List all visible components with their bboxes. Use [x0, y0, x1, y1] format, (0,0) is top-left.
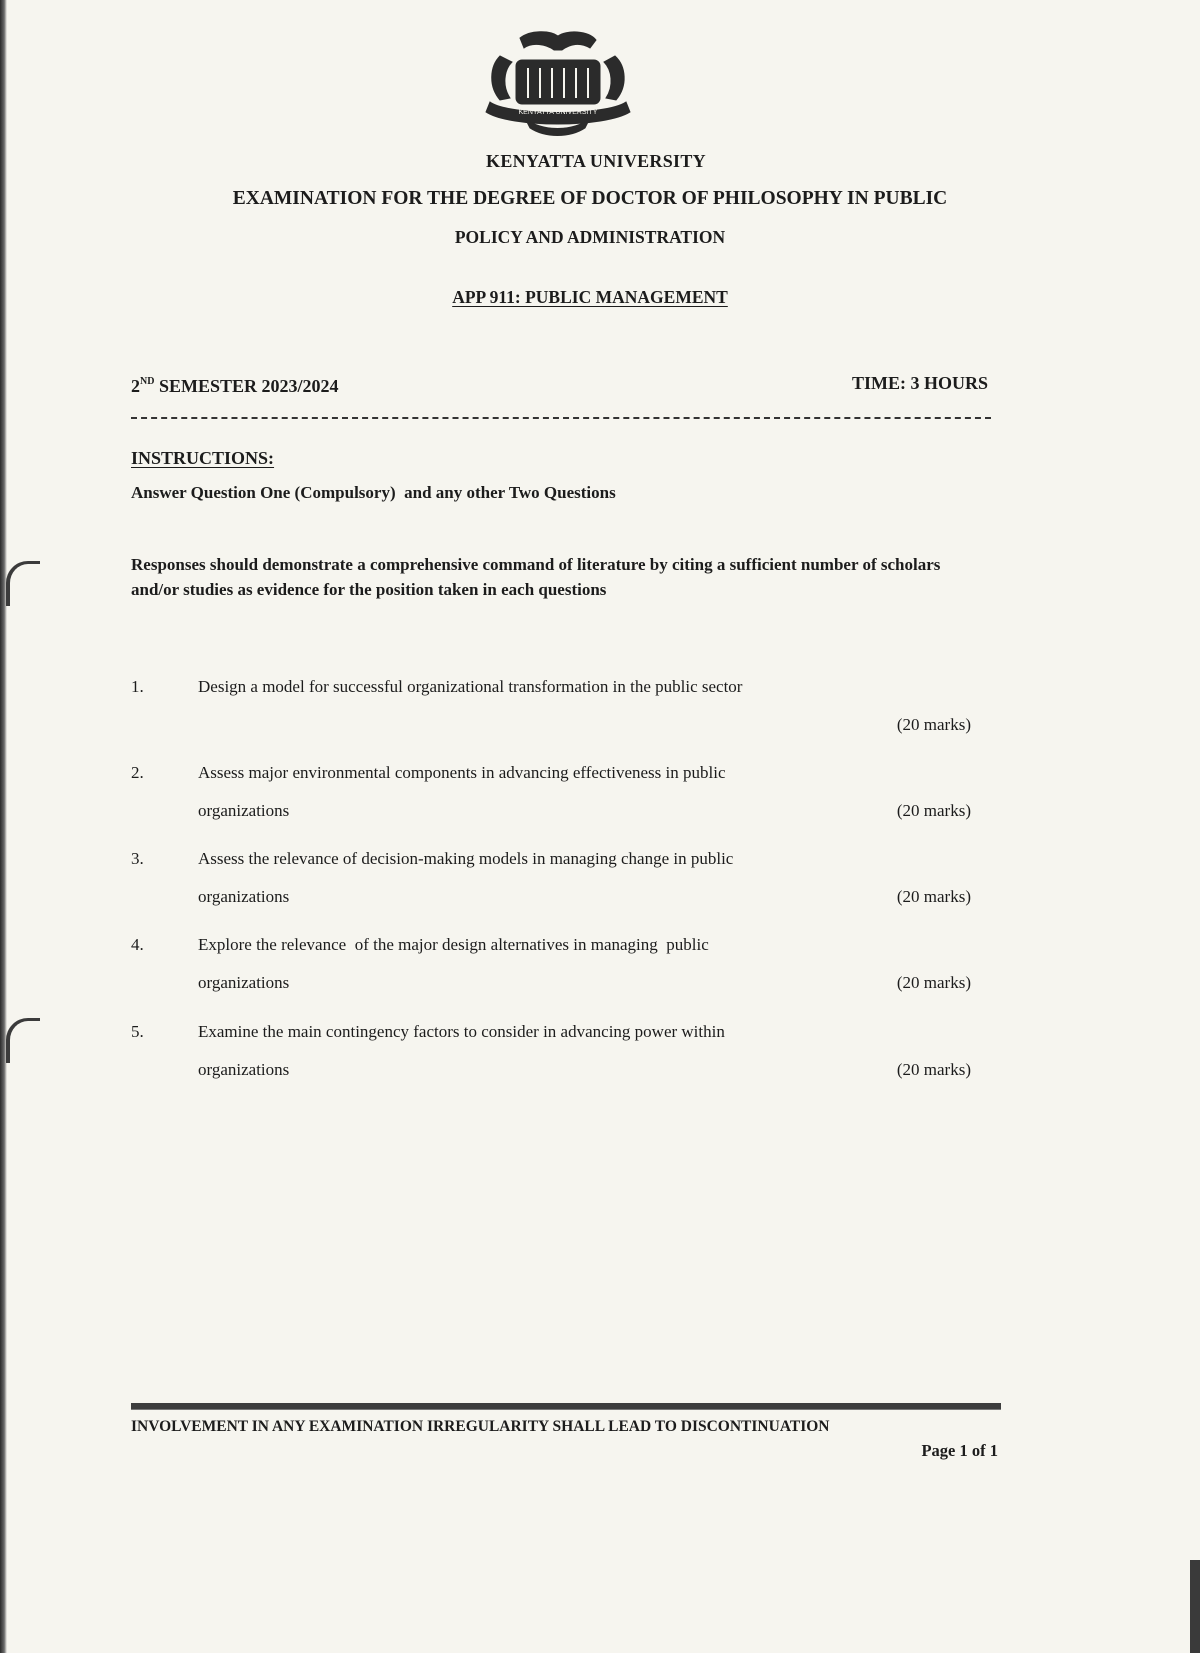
exam-title-line-2: POLICY AND ADMINISTRATION: [454, 227, 726, 247]
instruction-paragraph: Responses should demonstrate a comprehensive command of literature by citing a sufficient number of scholars and/or studies as evidence for the position taken in each questions: [131, 555, 941, 599]
question-text-continued: organizations: [198, 887, 290, 906]
question-number: 3.: [131, 849, 144, 868]
question-text-continued: organizations: [198, 1060, 290, 1079]
question-number: 1.: [131, 677, 144, 696]
question-text: Explore the relevance of the major design alternatives in managing public: [198, 935, 709, 954]
header-divider: [131, 417, 991, 419]
footer-warning: INVOLVEMENT IN ANY EXAMINATION IRREGULARITY SHALL LEAD TO DISCONTINUATION: [131, 1418, 830, 1435]
semester-ordinal-suffix: ND: [140, 376, 155, 387]
instruction-line: Answer Question One (Compulsory) and any other Two Questions: [131, 483, 616, 502]
course-title-text: APP 911: PUBLIC MANAGEMENT: [452, 287, 728, 307]
instructions-heading: INSTRUCTIONS:: [131, 448, 275, 468]
crest-banner-text: KENYATTA UNIVERSITY: [518, 109, 598, 116]
punch-hole-mark: [6, 561, 40, 606]
course-title: [0, 287, 1190, 308]
question-text: Assess major environmental components in advancing effectiveness in public: [198, 763, 726, 782]
question-text-continued: organizations: [198, 973, 290, 992]
footer-divider: [131, 1403, 1001, 1410]
question-text: Assess the relevance of decision-making models in managing change in public: [198, 849, 734, 868]
exam-title-line-1: EXAMINATION FOR THE DEGREE OF DOCTOR OF PHILOSOPHY IN PUBLIC: [232, 188, 948, 209]
exam-duration: TIME: 3 HOURS: [851, 373, 988, 393]
university-crest-logo: [470, 28, 645, 138]
semester-label: [131, 376, 339, 397]
question-text-continued: organizations: [198, 801, 290, 820]
semester-text: SEMESTER 2023/2024: [154, 376, 339, 396]
question-marks: (20 marks): [896, 715, 971, 734]
question-text: Design a model for successful organizational transformation in the public sector: [198, 677, 743, 696]
punch-hole-mark: [6, 1018, 40, 1063]
question-marks: (20 marks): [896, 801, 971, 820]
scanned-page-edge: [1190, 1560, 1200, 1653]
semester-ordinal: 2: [131, 376, 140, 396]
university-name: KENYATTA UNIVERSITY: [486, 151, 706, 171]
question-text: Examine the main contingency factors to consider in advancing power within: [198, 1022, 725, 1041]
question-marks: (20 marks): [896, 887, 971, 906]
question-number: 2.: [131, 763, 144, 782]
question-number: 5.: [131, 1022, 144, 1041]
question-marks: (20 marks): [896, 973, 971, 992]
question-marks: (20 marks): [896, 1060, 971, 1079]
question-number: 4.: [131, 935, 144, 954]
page-number: Page 1 of 1: [921, 1441, 998, 1460]
